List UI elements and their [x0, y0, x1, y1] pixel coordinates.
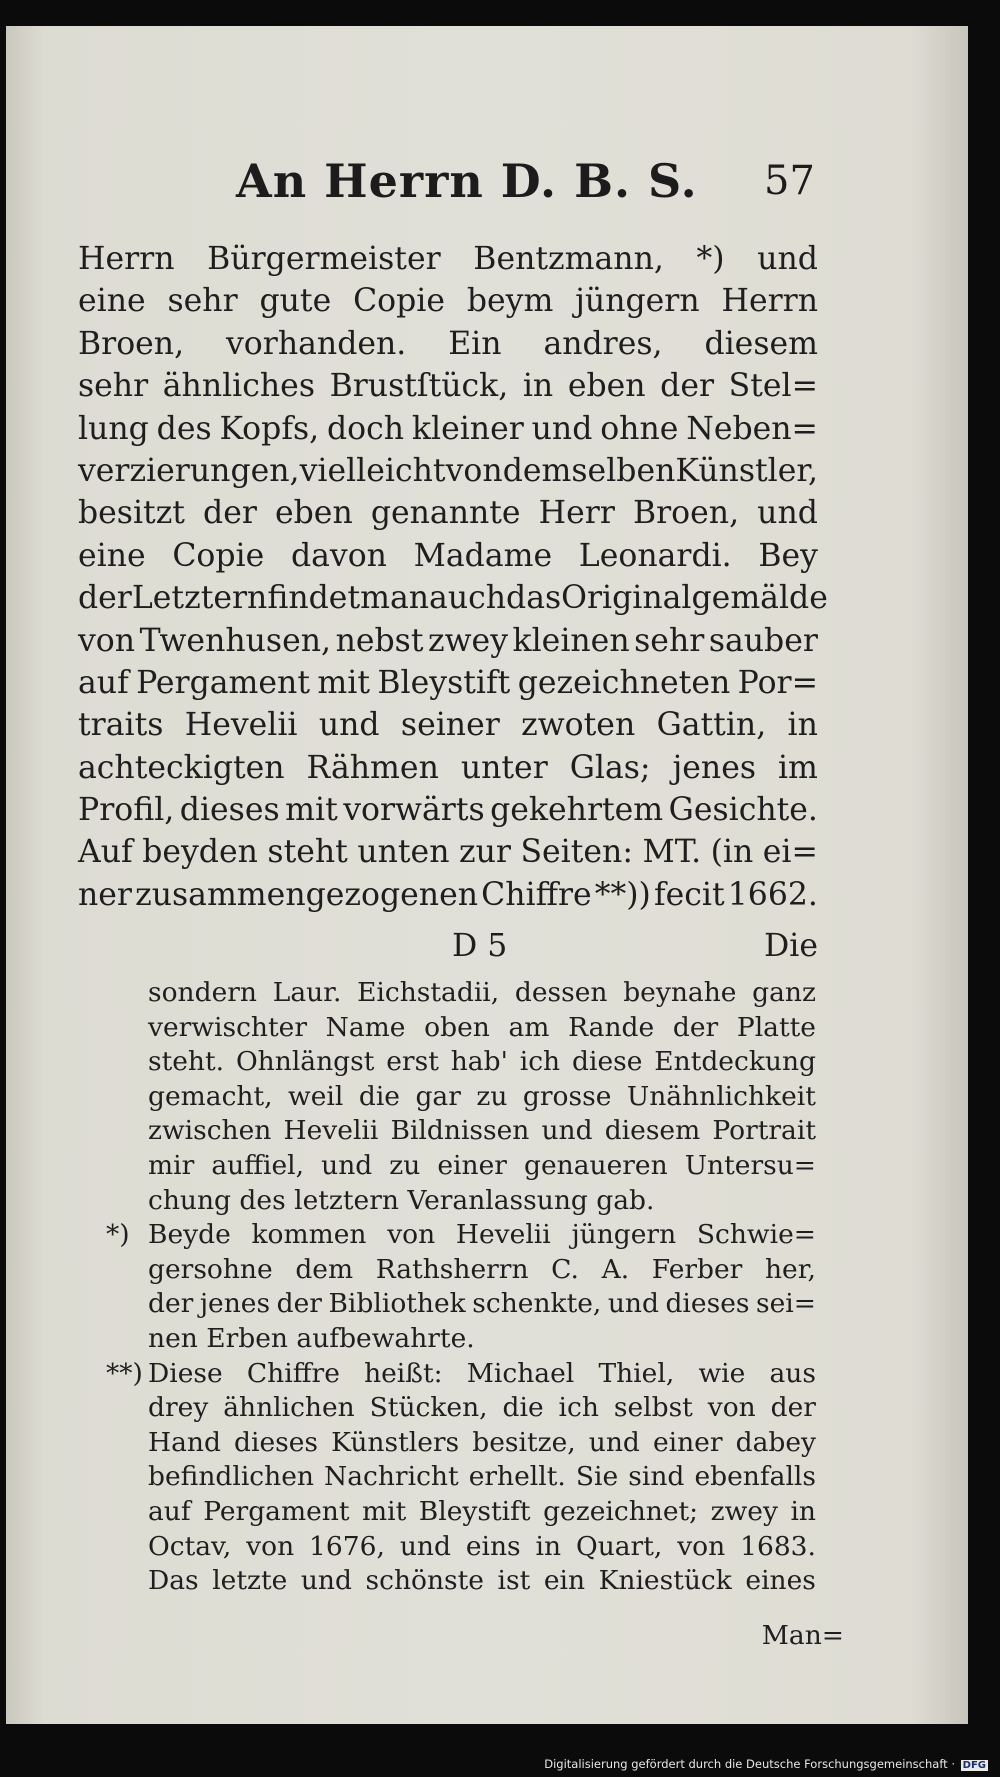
word: und — [318, 707, 380, 744]
word: der — [148, 1288, 194, 1320]
word: ei= — [762, 834, 818, 871]
word: Ohnlängst — [235, 1046, 375, 1078]
word: am — [508, 1011, 550, 1043]
word: Ferber — [651, 1253, 743, 1285]
word: Rande — [568, 1011, 655, 1043]
word: Name — [325, 1011, 406, 1043]
word: ich — [558, 1392, 599, 1424]
word: Madame — [413, 537, 553, 574]
word: Octav, — [148, 1530, 232, 1562]
word: Bürgermeister — [207, 241, 441, 277]
word: von — [677, 1530, 726, 1562]
word: Brustſtück, — [329, 368, 509, 405]
word: Künstler, — [675, 452, 818, 489]
word: Kniestück — [598, 1565, 732, 1597]
word: 1683. — [740, 1530, 816, 1562]
word: schönste — [365, 1565, 484, 1597]
word: Bey — [758, 537, 818, 574]
word: diesem — [604, 1115, 701, 1147]
word: kommen — [251, 1219, 367, 1251]
word: gersohne — [148, 1253, 273, 1285]
word: *) — [106, 1219, 130, 1251]
word: von — [445, 452, 503, 489]
word: eines — [745, 1565, 816, 1597]
word: Sie — [575, 1461, 619, 1493]
word: sind — [628, 1461, 685, 1493]
word: besitzt — [78, 495, 185, 532]
word: gar — [415, 1080, 461, 1112]
word: gezeichnet; — [543, 1495, 699, 1527]
word: und — [531, 410, 593, 447]
word: beynahe — [623, 977, 737, 1008]
word: **)) — [594, 876, 651, 913]
word: **) — [106, 1357, 143, 1389]
word: genannte — [370, 495, 521, 532]
word: im — [777, 749, 818, 786]
footnote-catchword: Man= — [761, 1620, 844, 1651]
word: auch — [429, 580, 507, 617]
word: Herrn — [78, 241, 175, 277]
word: Michael — [466, 1357, 575, 1389]
word: Bleystift — [377, 664, 511, 701]
word: in — [522, 368, 554, 405]
word: und — [300, 1565, 352, 1597]
word: dessen — [514, 977, 608, 1008]
word: zwey — [710, 1495, 778, 1527]
word: beyden — [142, 834, 258, 871]
word: Entdeckung — [654, 1046, 816, 1078]
word: Bentzmann, — [473, 241, 664, 277]
word: einer — [652, 1426, 723, 1458]
word: achteckigten — [78, 749, 285, 786]
word: vorhanden. — [226, 325, 407, 362]
word: Rathsherrn — [375, 1253, 529, 1285]
word: schenkte, — [472, 1288, 602, 1320]
word: des — [156, 410, 212, 447]
word: Stücken, — [369, 1392, 488, 1424]
word: Untersu= — [684, 1149, 816, 1181]
word: die — [358, 1080, 400, 1112]
word: der — [770, 1392, 816, 1424]
word: besitze, — [472, 1426, 576, 1458]
word: unten — [357, 834, 450, 871]
word: zu — [476, 1080, 508, 1112]
word: die — [502, 1392, 544, 1424]
word: einer — [437, 1149, 507, 1181]
word: Copie — [353, 283, 446, 320]
word: Broen, — [78, 325, 185, 362]
word: zusammengezogenen — [135, 876, 478, 913]
word: weil — [288, 1080, 344, 1112]
word: man — [360, 580, 430, 617]
word: lung — [78, 410, 149, 447]
digitization-credit: Digitalisierung gefördert durch die Deutsche Forschungsgemeinschaft · DFG — [544, 1757, 986, 1771]
word: kleinen — [512, 622, 630, 659]
signature-mark: D 5 — [452, 928, 508, 964]
word: jenes — [199, 1288, 271, 1320]
word: ein — [543, 1565, 586, 1597]
word: Twenhusen, — [139, 622, 332, 659]
credit-text: Digitalisierung gefördert durch die Deutsche Forschungsgemeinschaft — [544, 1757, 948, 1771]
word: ohne — [600, 410, 679, 447]
word: befindlichen — [148, 1461, 314, 1493]
word: in — [787, 707, 818, 744]
word: das — [506, 580, 562, 617]
word: Stel= — [728, 368, 818, 405]
catchword: Die — [764, 928, 818, 964]
word: ich — [519, 1046, 561, 1078]
word: der — [672, 1011, 719, 1043]
word: demselben — [502, 452, 676, 489]
word: Ein — [448, 325, 502, 362]
word: jenes — [672, 749, 757, 786]
word: Kopfs, — [219, 410, 320, 447]
word: letzte — [212, 1565, 288, 1597]
word: *) — [696, 241, 725, 277]
word: Copie — [172, 537, 265, 574]
word: diese — [572, 1046, 643, 1078]
word: andres, — [543, 325, 663, 362]
word: davon — [290, 537, 387, 574]
word: Unähnlichkeit — [626, 1080, 816, 1112]
word: nebst — [335, 622, 424, 659]
word: seiner — [400, 707, 500, 744]
word: fecit — [653, 876, 725, 913]
word: in — [790, 1495, 816, 1527]
word: Neben= — [686, 410, 818, 447]
word: (in — [710, 834, 754, 871]
book-page — [6, 26, 968, 1724]
word: wie — [698, 1357, 746, 1389]
word: zwoten — [521, 707, 636, 744]
word: ganz — [752, 977, 816, 1008]
word: von — [707, 1392, 756, 1424]
word: dieses — [665, 1288, 750, 1320]
word: aus — [769, 1357, 816, 1389]
word: ist — [497, 1565, 531, 1597]
word: mit — [362, 1495, 407, 1527]
word: Laur. — [272, 977, 342, 1008]
word: oben — [424, 1011, 490, 1043]
word: Por= — [737, 664, 818, 701]
word: Hevelii — [455, 1219, 551, 1251]
word: steht. — [148, 1046, 225, 1078]
word: ähnlichen — [223, 1392, 355, 1424]
word: Eichstadii, — [357, 977, 500, 1008]
word: zur — [459, 834, 511, 871]
word: eben — [275, 495, 353, 532]
word: Pergament — [203, 1495, 350, 1527]
word: in — [535, 1530, 562, 1562]
word: unter — [460, 749, 548, 786]
word: Pergament — [136, 664, 311, 701]
word: selbst — [613, 1392, 693, 1424]
word: verwischter — [148, 1011, 307, 1043]
word: eben — [567, 368, 646, 405]
footnote-line: nen Erben aufbewahrte. — [148, 1322, 475, 1354]
word: mit — [317, 664, 371, 701]
word: doch — [327, 410, 405, 447]
word: zu — [389, 1149, 421, 1181]
word: Nachricht — [324, 1461, 459, 1493]
word: ebenfalls — [694, 1461, 816, 1493]
word: eins — [465, 1530, 521, 1562]
word: Rähmen — [306, 749, 439, 786]
word: Beyde — [148, 1219, 231, 1251]
word: Schwie= — [696, 1219, 816, 1251]
word: Das — [148, 1565, 199, 1597]
word: Herr — [538, 495, 615, 532]
footnote-line: chung des letztern Veranlassung gab. — [148, 1184, 655, 1216]
word: Glas; — [569, 749, 651, 786]
word: traits — [78, 707, 164, 744]
word: sei= — [756, 1288, 816, 1320]
word: zwey — [428, 622, 508, 659]
word: Bibliothek — [328, 1288, 466, 1320]
word: steht — [267, 834, 348, 871]
word: und — [399, 1530, 451, 1562]
word: 1662. — [727, 876, 818, 913]
word: Hevelii — [184, 707, 298, 744]
word: her, — [764, 1253, 816, 1285]
word: gemacht, — [148, 1080, 273, 1112]
dfg-logo: DFG — [962, 1760, 986, 1771]
word: Originalgemälde — [561, 580, 828, 617]
word: gekehrtem — [490, 792, 664, 829]
page-number: 57 — [764, 158, 815, 204]
word: Hand — [148, 1426, 221, 1458]
word: sehr — [78, 368, 149, 405]
word: Quart, — [575, 1530, 663, 1562]
word: eine — [78, 537, 146, 574]
word: jüngern — [575, 283, 700, 320]
word: dieses — [234, 1426, 319, 1458]
word: und — [607, 1288, 659, 1320]
word: erhellt. — [468, 1461, 566, 1493]
word: mit — [285, 792, 338, 829]
word: dem — [295, 1253, 354, 1285]
word: Bildnissen — [390, 1115, 530, 1147]
word: verzierungen, — [78, 452, 300, 489]
word: findet — [267, 580, 361, 617]
word: Gattin, — [656, 707, 767, 744]
word: der — [660, 368, 715, 405]
word: und — [588, 1426, 640, 1458]
word: sauber — [708, 622, 818, 659]
word: und — [757, 241, 818, 277]
word: und — [541, 1115, 593, 1147]
word: Diese — [148, 1357, 223, 1389]
word: sehr — [167, 283, 238, 320]
word: der — [203, 495, 257, 532]
word: erst — [386, 1046, 439, 1078]
word: von — [78, 622, 136, 659]
word: Profil, — [78, 792, 175, 829]
word: der — [78, 580, 132, 617]
word: hab' — [450, 1046, 508, 1078]
word: Chiffre — [481, 876, 592, 913]
word: Auf — [78, 834, 133, 871]
word: und — [321, 1149, 373, 1181]
word: von — [387, 1219, 436, 1251]
word: diesem — [704, 325, 818, 362]
word: Künstlers — [331, 1426, 460, 1458]
word: sondern — [148, 977, 258, 1008]
word: C. — [551, 1253, 579, 1285]
word: der — [276, 1288, 322, 1320]
word: Thiel, — [598, 1357, 675, 1389]
word: dieses — [179, 792, 280, 829]
word: beym — [466, 283, 554, 320]
word: Broen, — [632, 495, 740, 532]
word: Gesichte. — [668, 792, 818, 829]
word: Chiffre — [246, 1357, 340, 1389]
word: ner — [78, 876, 132, 913]
word: kleiner — [411, 410, 524, 447]
word: Seiten: — [520, 834, 633, 871]
word: von — [246, 1530, 295, 1562]
word: zwischen — [148, 1115, 272, 1147]
word: Letztern — [131, 580, 268, 617]
word: Herrn — [721, 283, 818, 320]
word: vielleicht — [299, 452, 446, 489]
word: ähnliches — [162, 368, 315, 405]
word: 1676, — [309, 1530, 385, 1562]
word: auffiel, — [211, 1149, 305, 1181]
word: gute — [259, 283, 332, 320]
word: eine — [78, 283, 146, 320]
word: vorwärts — [343, 792, 485, 829]
word: drey — [148, 1392, 209, 1424]
word: genaueren — [523, 1149, 668, 1181]
running-title: An Herrn D. B. S. — [236, 154, 698, 208]
word: jüngern — [571, 1219, 677, 1251]
word: Hevelii — [283, 1115, 379, 1147]
word: heißt: — [364, 1357, 443, 1389]
word: MT. — [642, 834, 702, 871]
word: Bleystift — [418, 1495, 531, 1527]
word: dabey — [735, 1426, 816, 1458]
word: Leonardi. — [578, 537, 732, 574]
word: Portrait — [712, 1115, 816, 1147]
word: Platte — [736, 1011, 816, 1043]
word: auf — [78, 664, 129, 701]
word: und — [757, 495, 818, 532]
word: sehr — [634, 622, 705, 659]
word: gezeichneten — [517, 664, 731, 701]
word: auf — [148, 1495, 191, 1527]
word: mir — [148, 1149, 195, 1181]
word: grosse — [522, 1080, 612, 1112]
word: A. — [601, 1253, 630, 1285]
